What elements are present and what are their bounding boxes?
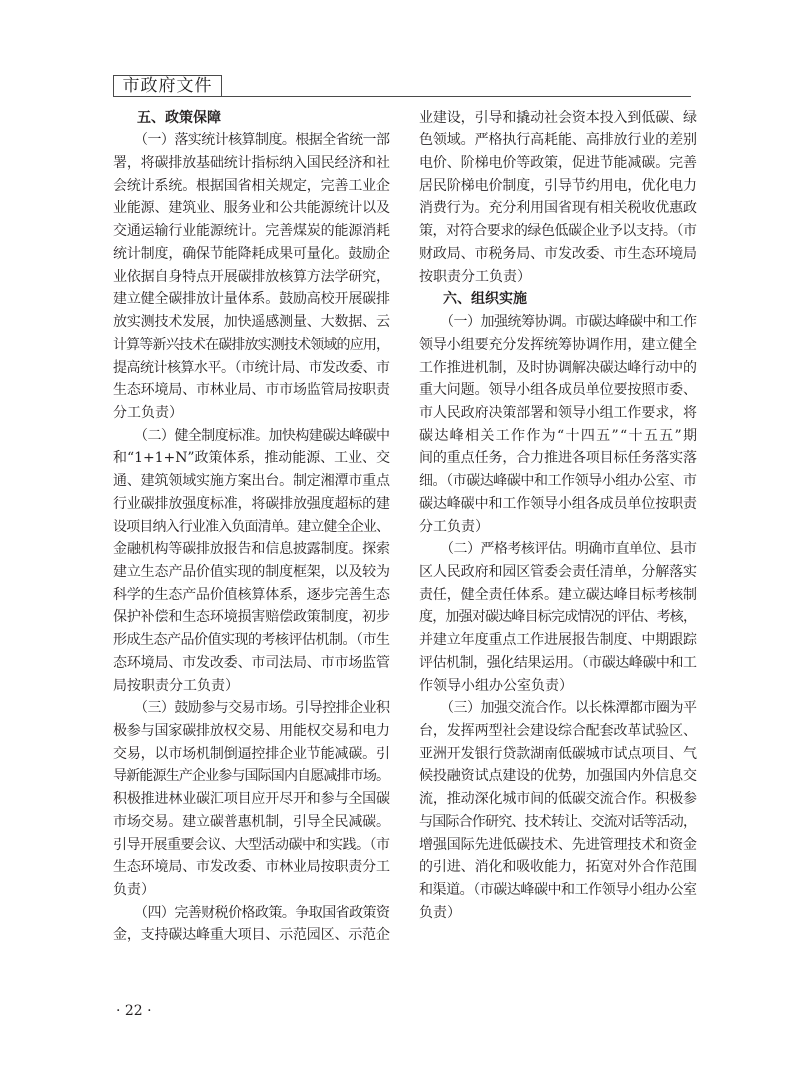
text-line: 行业碳排放强度标准，将碳排放强度超标的建	[113, 495, 390, 512]
text-line: 度，加强对碳达峰目标完成情况的评估、考核，	[419, 609, 697, 626]
text-line: 提高统计核算水平。（市统计局、市发改委、市	[113, 359, 390, 376]
paragraph-item-2	[113, 425, 390, 698]
text-line: 业建设，引导和撬动社会资本投入到低碳、绿	[419, 109, 697, 126]
right-column	[419, 107, 697, 925]
text-line: （三）鼓励参与交易市场。引导控排企业积	[134, 700, 390, 717]
text-line: 居民阶梯电价制度，引导节约用电，优化电力	[419, 177, 697, 194]
paragraph-item-4	[113, 902, 390, 947]
text-line: 生态环境局、市发改委、市林业局按职责分工	[113, 859, 390, 876]
text-line: 责任，健全责任体系。建立碳达峰目标考核制	[419, 586, 697, 603]
text-line: 按职责分工负责）	[419, 268, 531, 285]
text-line: （四）完善财税价格政策。争取国省政策资	[134, 904, 390, 921]
text-line: 台，发挥两型社会建设综合配套改革试验区、	[419, 723, 697, 739]
text-line: 间的重点任务，合力推进各项目标任务落实落	[419, 450, 697, 467]
text-line: 统计制度，确保节能降耗成果可量化。鼓励企	[113, 245, 390, 262]
text-line: 业依据自身特点开展碳排放核算方法学研究，	[113, 268, 390, 285]
text-line: 建立生态产品价值实现的制度框架，以及较为	[113, 563, 390, 580]
text-line: 分工负责）	[113, 404, 183, 421]
text-line: （一）落实统计核算制度。根据全省统一部	[134, 132, 390, 149]
text-line: 市人民政府决策部署和领导小组工作要求，将	[419, 404, 697, 421]
text-line: 细。（市碳达峰碳中和工作领导小组办公室、市	[419, 473, 697, 490]
text-line: 消费行为。充分利用国省现有相关税收优惠政	[419, 200, 697, 217]
text-line: 碳达峰相关工作作为“十四五”“十五五”期	[419, 427, 699, 444]
text-line: 局按职责分工负责）	[113, 677, 239, 694]
text-line: 策，对符合要求的绿色低碳企业予以支持。（市	[419, 223, 697, 240]
text-line: 的引进、消化和吸收能力，拓宽对外合作范围	[419, 859, 697, 876]
text-line: 积极推进林业碳汇项目应开尽开和参与全国碳	[113, 791, 390, 808]
text-line: 财政局、市税务局、市发改委、市生态环境局	[419, 245, 697, 262]
text-line: 生态环境局、市林业局、市市场监管局按职责	[113, 382, 390, 399]
text-line: 工作推进机制，及时协调解决碳达峰行动中的	[419, 359, 697, 376]
text-line: （一）加强统筹协调。市碳达峰碳中和工作	[440, 314, 697, 331]
text-line: （二）严格考核评估。明确市直单位、县市	[440, 541, 697, 558]
text-line: 评估机制，强化结果运用。（市碳达峰碳中和工	[419, 654, 697, 671]
text-line: 增强国际先进低碳技术、先进管理技术和资金	[419, 836, 697, 853]
text-line: 作领导小组办公室负责）	[419, 677, 573, 694]
section-label: 市政府文件	[122, 76, 213, 96]
paragraph-item-2	[419, 538, 697, 697]
text-line: 极参与国家碳排放权交易、用能权交易和电力	[113, 723, 390, 739]
text-line: 与国际合作研究、技术转让、交流对话等活动，	[419, 813, 697, 830]
text-line: 分工负责）	[419, 518, 489, 535]
section-heading: 五、政策保障	[137, 109, 221, 126]
text-line: 科学的生态产品价值核算体系，逐步完善生态	[113, 586, 390, 603]
text-line: 建立健全碳排放计量体系。鼓励高校开展碳排	[113, 291, 390, 308]
paragraph-item-4-continued	[419, 107, 697, 289]
text-line: 领导小组要充分发挥统筹协调作用，建立健全	[419, 336, 697, 353]
text-line: 金融机构等碳排放报告和信息披露制度。探索	[113, 541, 390, 558]
text-line: 区人民政府和园区管委会责任清单，分解落实	[419, 563, 697, 580]
text-line: 电价、阶梯电价等政策，促进节能减碳。完善	[419, 155, 697, 172]
text-line: 金，支持碳达峰重大项目、示范园区、示范企	[113, 927, 390, 944]
left-column	[113, 107, 390, 948]
text-line: 候投融资试点建设的优势，加强国内外信息交	[419, 768, 697, 785]
text-line: 和渠道。（市碳达峰碳中和工作领导小组办公室	[419, 882, 697, 899]
text-line: 保护补偿和生态环境损害赔偿政策制度，初步	[113, 609, 390, 626]
text-line: 重大问题。领导小组各成员单位要按照市委、	[419, 382, 697, 399]
text-line: 态环境局、市发改委、市司法局、市市场监管	[113, 654, 390, 671]
text-line: 设项目纳入行业准入负面清单。建立健全企业、	[113, 518, 390, 535]
text-line: 亚洲开发银行贷款湖南低碳城市试点项目、气	[419, 745, 697, 762]
text-line: 署，将碳排放基础统计指标纳入国民经济和社	[113, 155, 390, 172]
paragraph-item-1	[113, 129, 390, 424]
text-line: 负责）	[419, 904, 461, 921]
text-line: 碳达峰碳中和工作领导小组各成员单位按职责	[419, 495, 697, 512]
text-line: 交易，以市场机制倒逼控排企业节能减碳。引	[113, 745, 390, 762]
section-heading: 六、组织实施	[443, 291, 527, 308]
text-line: 色领域。严格执行高耗能、高排放行业的差别	[419, 132, 697, 149]
text-line: 导新能源生产企业参与国际国内自愿减排市场。	[113, 768, 390, 785]
section-label-box	[113, 75, 222, 97]
text-line: 并建立年度重点工作进展报告制度、中期跟踪	[419, 632, 697, 649]
text-line: 放实测技术发展，加快遥感测量、大数据、云	[113, 314, 390, 331]
text-line: （三）加强交流合作。以长株潭都市圈为平	[440, 700, 697, 717]
text-line: 引导开展重要会议、大型活动碳中和实践。（市	[113, 836, 390, 853]
text-line: 会统计系统。根据国省相关规定，完善工业企	[113, 177, 390, 194]
text-line: 通、建筑领域实施方案出台。制定湘潭市重点	[113, 473, 390, 490]
text-line: 市场交易。建立碳普惠机制，引导全民减碳。	[113, 813, 390, 830]
text-line: 流，推动深化城市间的低碳交流合作。积极参	[419, 791, 697, 808]
text-line: 负责）	[113, 882, 155, 899]
text-line: 和“1+1+N”政策体系，推动能源、工业、交	[113, 450, 390, 467]
text-line: 交通运输行业能源统计。完善煤炭的能源消耗	[113, 223, 390, 240]
text-line: 形成生态产品价值实现的考核评估机制。（市生	[113, 632, 390, 649]
paragraph-item-3	[419, 697, 697, 924]
page-number: · 22 ·	[116, 1003, 152, 1019]
paragraph-item-1	[419, 311, 697, 538]
paragraph-item-3	[113, 697, 390, 901]
text-line: （二）健全制度标准。加快构建碳达峰碳中	[134, 427, 390, 444]
text-line: 计算等新兴技术在碳排放实测技术领域的应用，	[113, 336, 390, 353]
text-line: 业能源、建筑业、服务业和公共能源统计以及	[113, 200, 390, 217]
